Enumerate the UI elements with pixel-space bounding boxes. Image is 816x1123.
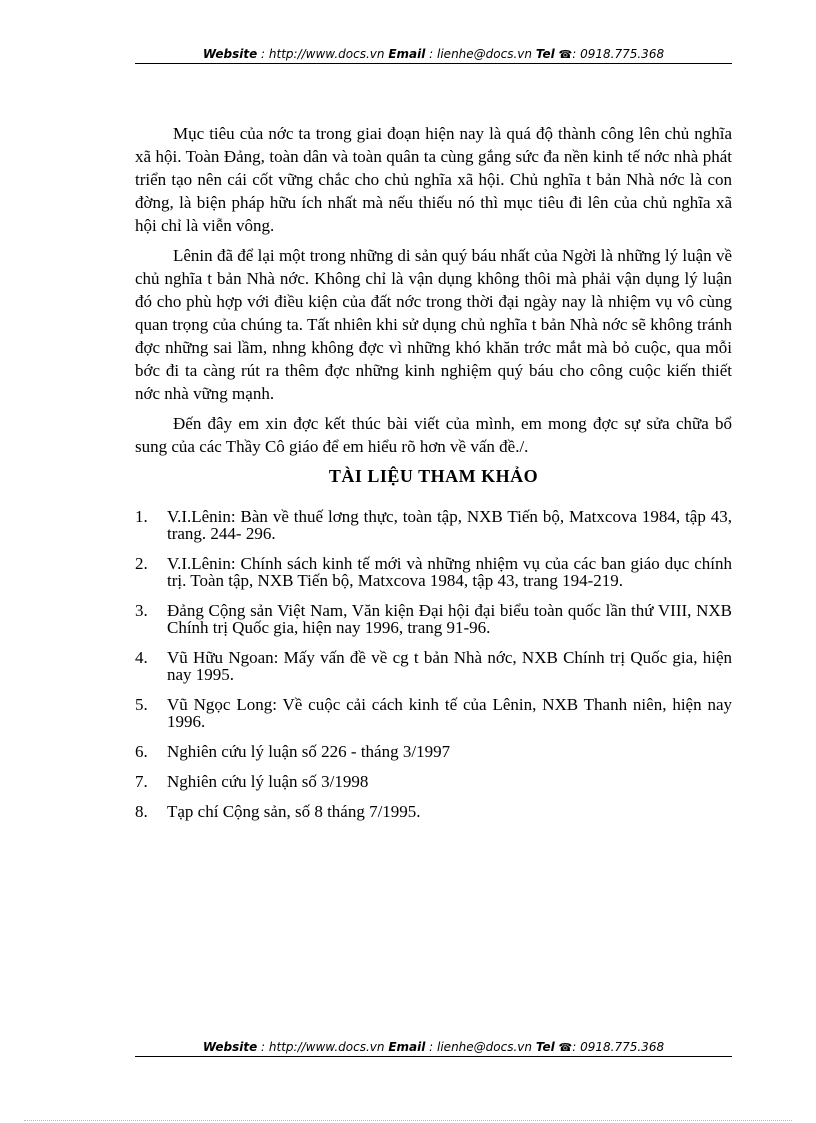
references-title: TÀI LIỆU THAM KHẢO (328, 466, 539, 486)
paragraph: Mục tiêu của nớc ta trong giai đoạn hiện nay là quá độ thành công lên chủ nghĩa xã hội. Toàn Đảng, toàn dân và toàn quân ta cùng gắng sức đa nền kinh tế nớc nhà phát triển tạo nên cái cốt vững chắc cho chủ nghĩa xã hội. Chủ nghĩa t bản Nhà nớc là con đờng, là biện pháp hữu ích nhất mà nếu thiếu nó thì mục tiêu đi lên của chủ nghĩa xã hội chỉ là viễn vông. (135, 124, 732, 235)
footer-tel-sep: : (572, 1040, 581, 1054)
reference-item (135, 508, 732, 542)
reference-text: Vũ Ngọc Long: Về cuộc cải cách kinh tế của Lênin, NXB Thanh niên, hiện nay 1996. (167, 695, 732, 731)
reference-number: 7. (135, 772, 148, 791)
reference-number: 2. (135, 554, 148, 573)
reference-item (135, 602, 732, 636)
reference-number: 8. (135, 802, 148, 821)
phone-icon: ☎ (558, 1041, 573, 1054)
reference-text: Tạp chí Cộng sản, số 8 tháng 7/1995. (167, 802, 421, 821)
header-email-sep: : (425, 47, 438, 61)
reference-item (135, 555, 732, 589)
reference-item (135, 649, 732, 683)
paragraph: Đến đây em xin đợc kết thúc bài viết của mình, em mong đợc sự sửa chữa bổ sung của các Thầy Cô giáo để em hiểu rõ hơn về vấn đề./. (135, 414, 732, 456)
footer-tel-label: Tel (535, 1040, 555, 1054)
header-tel-sep: : (572, 47, 581, 61)
footer-email-sep: : (425, 1040, 438, 1054)
reference-number: 3. (135, 601, 148, 620)
header-website-sep: : (257, 47, 269, 61)
page-footer (135, 1040, 732, 1057)
reference-item (135, 803, 732, 820)
reference-item (135, 696, 732, 730)
references-list (135, 508, 732, 820)
footer-email-value[interactable]: lienhe@docs.vn (437, 1040, 532, 1054)
header-website-label: Website (202, 47, 258, 61)
phone-icon: ☎ (558, 48, 573, 61)
header-website-url[interactable]: http://www.docs.vn (268, 47, 385, 61)
page-header (135, 47, 732, 64)
reference-text: Nghiên cứu lý luận số 3/1998 (167, 772, 369, 791)
paragraph: Lênin đã để lại một trong những di sản quý báu nhất của Ngời là những lý luận về chủ nghĩa t bản Nhà nớc. Không chỉ là vận dụng không thôi mà phải vận dụng lý luận đó cho phù hợp với điều kiện của đất nớc trong thời đại ngày nay là nhiệm vụ vô cùng quan trọng của chúng ta. Tất nhiên khi sử dụng chủ nghĩa t bản Nhà nớc sẽ không tránh đợc những sai lầm, nhng không đợc vì những khó khăn trớc mắt mà bỏ cuộc, qua mỗi bớc đi ta càng rút ra thêm đợc những kinh nghiệm quý báu cho công cuộc kiến thiết nớc nhà vững mạnh. (135, 246, 732, 403)
page-edge-divider (24, 1120, 792, 1121)
reference-text: V.I.Lênin: Chính sách kinh tế mới và những nhiệm vụ của các ban giáo dục chính trị. Toàn tập, NXB Tiến bộ, Matxcova 1984, tập 43, trang 194-219. (167, 554, 732, 590)
reference-item (135, 773, 732, 790)
footer-tel-value: 0918.775.368 (580, 1040, 665, 1054)
document-body (135, 122, 732, 833)
reference-text: Vũ Hữu Ngoan: Mấy vấn đề về cg t bản Nhà nớc, NXB Chính trị Quốc gia, hiện nay 1995. (167, 648, 732, 684)
header-email-value[interactable]: lienhe@docs.vn (437, 47, 532, 61)
reference-text: Đảng Cộng sản Việt Nam, Văn kiện Đại hội đại biểu toàn quốc lần thứ VIII, NXB Chính trị Quốc gia, hiện nay 1996, trang 91-96. (167, 601, 732, 637)
reference-number: 5. (135, 695, 148, 714)
footer-website-sep: : (257, 1040, 269, 1054)
header-tel-label: Tel (535, 47, 555, 61)
reference-item (135, 743, 732, 760)
header-tel-value: 0918.775.368 (580, 47, 665, 61)
header-email-label: Email (388, 47, 426, 61)
reference-number: 6. (135, 742, 148, 761)
footer-website-label: Website (202, 1040, 258, 1054)
reference-text: Nghiên cứu lý luận số 226 - tháng 3/1997 (167, 742, 451, 761)
reference-number: 4. (135, 648, 148, 667)
footer-email-label: Email (388, 1040, 426, 1054)
reference-text: V.I.Lênin: Bàn về thuế lơng thực, toàn tập, NXB Tiến bộ, Matxcova 1984, tập 43, trang. 244- 296. (167, 507, 732, 543)
reference-number: 1. (135, 507, 148, 526)
footer-website-url[interactable]: http://www.docs.vn (268, 1040, 385, 1054)
